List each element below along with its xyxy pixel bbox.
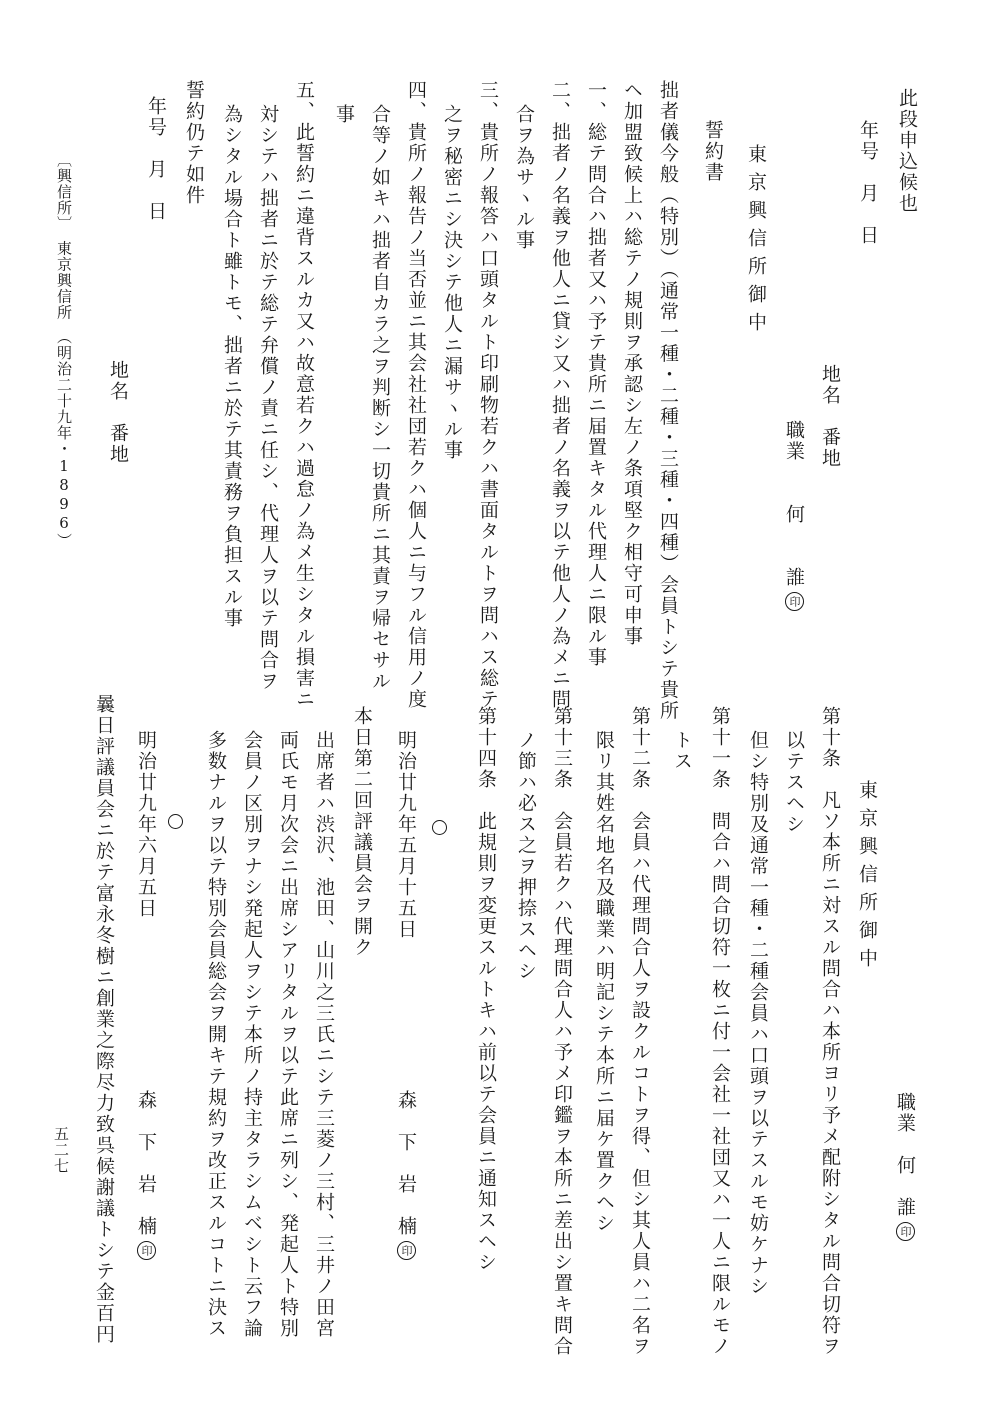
occupation-line-lower bbox=[893, 1092, 917, 1241]
article-12-cont: 限リ其姓名地名及職業ハ明記シテ本所ニ届ケ置クヘシ bbox=[593, 730, 615, 1234]
article-13-cont: ノ節ハ必ス之ヲ押捺スヘシ bbox=[515, 730, 537, 982]
signature-1-name: 森 下 岩 楠 bbox=[395, 1090, 417, 1237]
date-placeholder-2: 年号 月 日 bbox=[145, 96, 167, 222]
article-13: 第十三条 会員若クハ代理問合人ハ予メ印鑑ヲ本所ニ差出シ置キ問合 bbox=[551, 706, 573, 1357]
clause-5: 五、此誓約ニ違背スルカ又ハ故意若クハ過怠ノ為メ生シタル損害ニ bbox=[293, 80, 315, 710]
signature-2-name: 森 下 岩 楠 bbox=[135, 1090, 157, 1237]
clause-4-end: 事 bbox=[333, 104, 355, 125]
clause-3: 三、貴所ノ報答ハ口頭タルト印刷物若クハ書面タルトヲ問ハス総テ bbox=[477, 80, 499, 710]
pledge-heading: 誓約書 bbox=[702, 120, 724, 183]
seal-stamp-sig-1: 印 bbox=[397, 1241, 416, 1260]
article-11-cont: トス bbox=[671, 730, 693, 772]
pledge-intro-2: ヘ加盟致候上ハ総テノ規則ヲ承認シ左ノ条項堅ク相守可申事 bbox=[621, 80, 643, 647]
clause-4-cont: 合等ノ如キハ拙者自カラ之ヲ判断シ一切貴所ニ其責ヲ帰セサル bbox=[369, 104, 391, 692]
addressee-lower: 東京興信所御中 bbox=[856, 780, 878, 976]
article-10-proviso: 但シ特別及通常一種・二種会員ハ口頭ヲ以テスルモ妨ケナシ bbox=[747, 730, 769, 1297]
article-11: 第十一条 問合ハ問合切符一枚ニ付一会社一社団又ハ一人ニ限ルモノ bbox=[709, 706, 731, 1357]
entry-date-1: 明治廿九年五月十五日 bbox=[395, 730, 417, 940]
occupation-line bbox=[782, 420, 806, 611]
pledge-intro-1: 拙者儀今般（特別）（通常一種・二種・三種・四種）会員トシテ貴所 bbox=[657, 80, 679, 722]
section-circle-1 bbox=[432, 820, 447, 835]
source-citation: 〔興信所〕 東京興信所 （明治二十九年・1896） bbox=[55, 152, 73, 549]
entry-1-line-1: 出席者ハ渋沢、池田、山川之三氏ニシテ三菱ノ三村、三井ノ田宮 bbox=[313, 730, 335, 1339]
article-10-cont: 以テスヘシ bbox=[783, 730, 805, 835]
seal-stamp: 印 bbox=[785, 592, 804, 611]
address-line-2: 地名 番地 bbox=[107, 360, 129, 465]
occupation-text: 職業 何 誰 bbox=[783, 420, 805, 588]
article-12: 第十二条 会員ハ代理問合人ヲ設クルコトヲ得、但シ其人員ハ二名ヲ bbox=[629, 706, 651, 1357]
article-14: 第十四条 此規則ヲ変更スルトキハ前以テ会員ニ通知スヘシ bbox=[475, 706, 497, 1273]
entry-1-line-3: 会員ノ区別ヲナシ発起人ヲシテ本所ノ持主タラシムベシト云フ論 bbox=[241, 730, 263, 1339]
entry-1-line-2: 両氏モ月次会ニ出席シアリタルヲ以テ此席ニ列シ、発起人ト特別 bbox=[277, 730, 299, 1339]
signature-2 bbox=[134, 1090, 158, 1260]
clause-2: 二、拙者ノ名義ヲ他人ニ貸シ又ハ拙者ノ名義ヲ以テ他人ノ為メニ問 bbox=[549, 80, 571, 710]
clause-4: 四、貴所ノ報告ノ当否並ニ其会社社団若クハ個人ニ与フル信用ノ度 bbox=[405, 80, 427, 710]
seal-stamp-lower: 印 bbox=[896, 1222, 915, 1241]
seal-stamp-sig-2: 印 bbox=[137, 1241, 156, 1260]
date-placeholder: 年号 月 日 bbox=[857, 120, 879, 246]
clause-2-cont: 合ヲ為サヽル事 bbox=[513, 104, 535, 251]
addressee: 東京興信所御中 bbox=[745, 144, 767, 340]
closing-line: 此段申込候也 bbox=[896, 88, 918, 214]
pledge-closing: 誓約仍テ如件 bbox=[183, 80, 205, 206]
signature-1 bbox=[394, 1090, 418, 1260]
clause-5-cont: 対シテハ拙者ニ於テ総テ弁償ノ責ニ任シ、代理人ヲ以テ問合ヲ bbox=[257, 104, 279, 692]
occupation-text-lower: 職業 何 誰 bbox=[894, 1092, 916, 1218]
article-10: 第十条 凡ソ本所ニ対スル問合ハ本所ヨリ予メ配附シタル問合切符ヲ bbox=[819, 706, 841, 1357]
entry-date-2: 明治廿九年六月五日 bbox=[135, 730, 157, 919]
entry-1-line-4: 多数ナルヲ以テ特別会員総会ヲ開キテ規約ヲ改正スルコトニ決ス bbox=[205, 730, 227, 1339]
clause-1: 一、総テ問合ハ拙者又ハ予テ貴所ニ届置キタル代理人ニ限ル事 bbox=[585, 80, 607, 668]
clause-5-end: 為シタル場合ト雖トモ、拙者ニ於テ其責務ヲ負担スル事 bbox=[221, 104, 243, 629]
entry-2-line-1: 曩日評議員会ニ於テ富永冬樹ニ創業之際尽力致呉候謝議トシテ金百円 bbox=[93, 694, 115, 1345]
entry-1-heading: 本日第二回評議員会ヲ開ク bbox=[351, 706, 373, 958]
clause-3-cont: 之ヲ秘密ニシ決シテ他人ニ漏サヽル事 bbox=[441, 104, 463, 461]
address-line: 地名 番地 bbox=[819, 364, 841, 469]
section-circle-2 bbox=[168, 814, 183, 829]
page-number: 五二七 bbox=[52, 1126, 70, 1174]
